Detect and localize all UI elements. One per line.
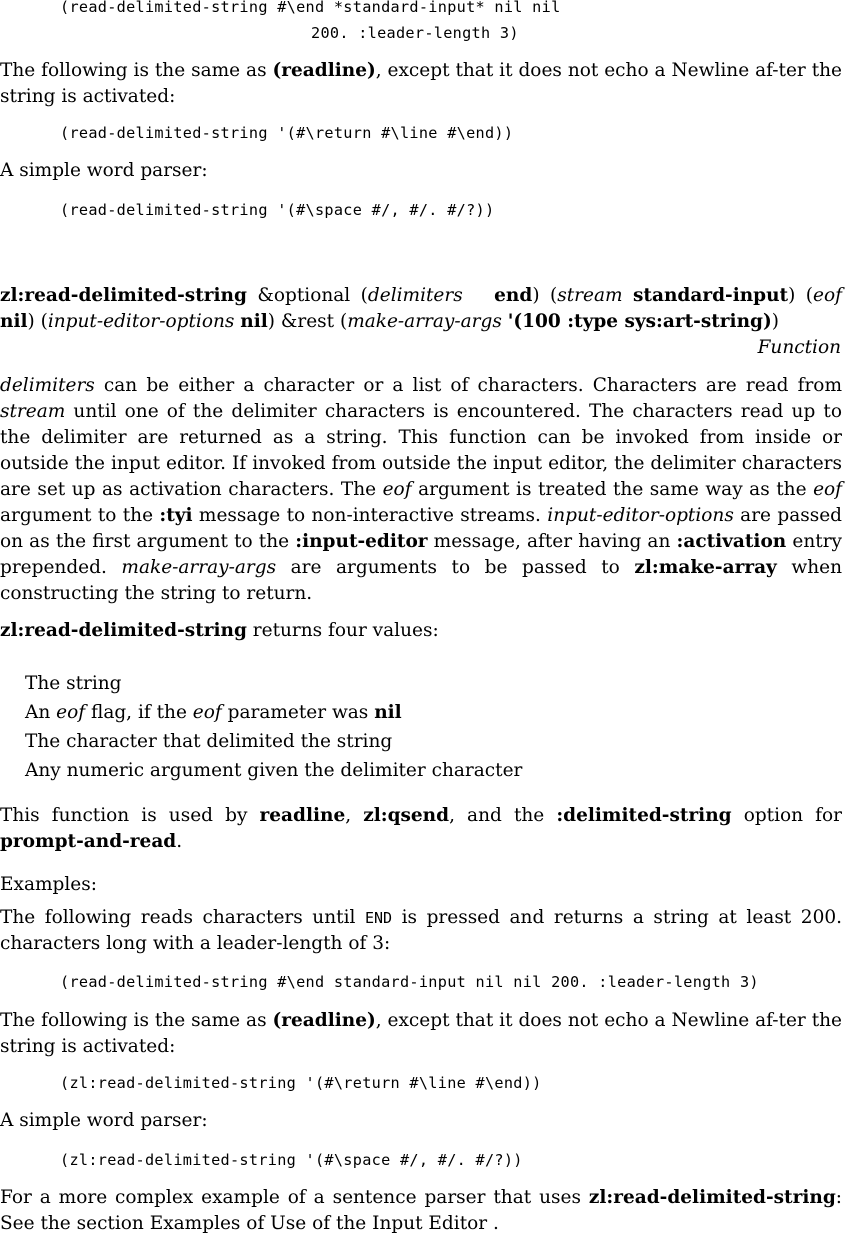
code-line: (read-delimited-string #\end standard-input nil nil 200. :leader-length 3) <box>60 973 759 991</box>
paragraph: For a more complex example of a sentence parser that uses zl:read-delimited-string: See the section Examples of Use of the Input Editor . <box>0 1187 842 1234</box>
returns-paragraph: zl:read-delimited-string returns four values: <box>0 620 439 641</box>
paragraph: A simple word parser: <box>0 160 208 181</box>
paragraph: The following reads characters until END is pressed and returns a string at least 200. characters long with a leader-length of 3: <box>0 907 842 954</box>
code-line: (read-delimited-string #\end *standard-input* nil nil <box>60 0 561 16</box>
paragraph: The following is the same as (readline), except that it does not echo a Newline af-ter the string is activated: <box>0 60 843 107</box>
code-line: (read-delimited-string '(#\return #\line #\end)) <box>60 124 514 142</box>
list-item: The character that delimited the string <box>25 731 393 752</box>
description-paragraph: delimiters can be either a character or a list of characters. Characters are read from stream until one of the delimiter characters is encountered. The characters read up to the delimiter are returned as a string. This function can be invoked from inside or outside the input editor. If invoked from outside the input editor, the delimiter characters are set up as activation characters. The eof argument is treated the same way as the eof argument to the :tyi message to non-interactive streams. input-editor-options are passed on as the first argument to the :input-editor message, after having an :activation entry prepended. make-array-args are arguments to be passed to zl:make-array when constructing the string to return. <box>0 375 843 604</box>
list-item: The string <box>25 673 122 694</box>
paragraph: The following is the same as (readline), except that it does not echo a Newline af-ter the string is activated: <box>0 1010 843 1057</box>
return-values-list <box>25 669 522 785</box>
code-line: (zl:read-delimited-string '(#\space #/, #/. #/?)) <box>60 1151 523 1169</box>
paragraph: This function is used by readline, zl:qsend, and the :delimited-string option for prompt-and-read. <box>0 805 842 852</box>
examples-heading: Examples: <box>0 874 97 895</box>
code-line: (read-delimited-string '(#\space #/, #/. #/?)) <box>60 201 495 219</box>
key-name: END <box>364 909 393 927</box>
function-kind-label: Function <box>757 337 841 358</box>
list-item: An eof flag, if the eof parameter was nil <box>25 702 402 723</box>
code-line: (zl:read-delimited-string '(#\return #\line #\end)) <box>60 1074 542 1092</box>
list-item: Any numeric argument given the delimiter character <box>25 760 523 781</box>
code-line: 200. :leader-length 3) <box>311 24 519 42</box>
function-signature: zl:read-delimited-string &optional (delimiters end) (stream standard-input) (eof nil) (input-editor-options nil) &rest (make-array-args '(100 :type sys:art-string)) <box>0 285 842 332</box>
paragraph: A simple word parser: <box>0 1110 208 1131</box>
